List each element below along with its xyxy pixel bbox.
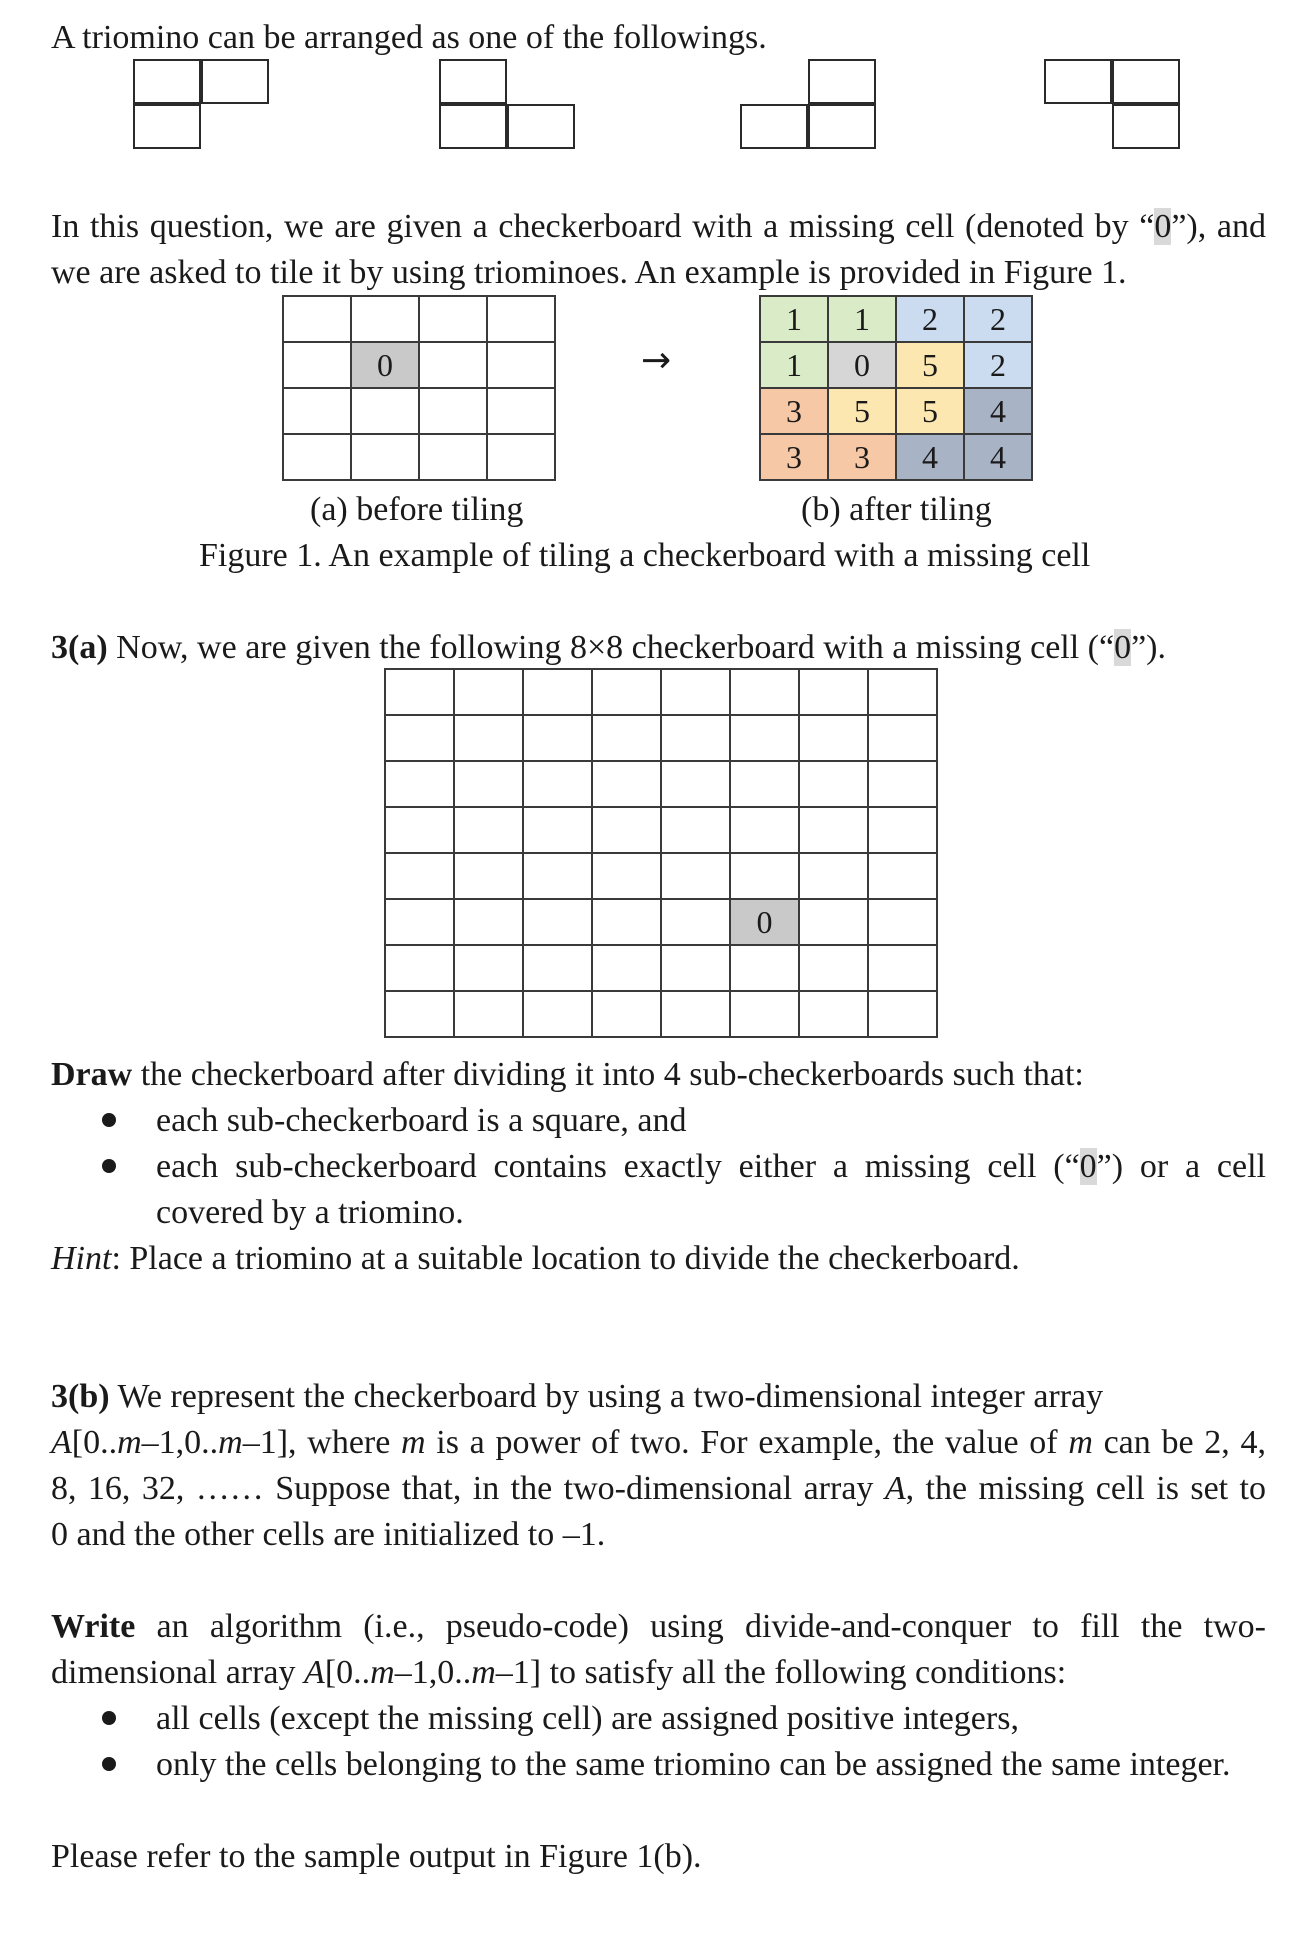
grid-cell — [868, 669, 937, 715]
grid-cell — [487, 388, 555, 434]
grid-cell — [868, 761, 937, 807]
grid-cell — [661, 761, 730, 807]
grid-row — [760, 296, 1032, 342]
grid-cell — [592, 669, 661, 715]
grid-cell — [592, 945, 661, 991]
grid-cell — [799, 807, 868, 853]
grid-row — [385, 669, 937, 715]
grid-cell — [661, 669, 730, 715]
grid-cell — [454, 715, 523, 761]
grid-cell — [523, 899, 592, 945]
grid-cell — [454, 899, 523, 945]
grid-cell — [523, 945, 592, 991]
grid-row — [283, 434, 555, 480]
part-b-line-2: A[0..m–1,0..m–1], where m is a power of two. For example, the value of m can be 2, 4, — [51, 1424, 1266, 1461]
grid-cell — [730, 853, 799, 899]
grid-cell: 4 — [896, 434, 964, 480]
grid-cell — [730, 715, 799, 761]
grid-row — [283, 388, 555, 434]
grid-cell — [351, 434, 419, 480]
part-b-line-4: 0 and the other cells are initialized to –1. — [51, 1516, 606, 1553]
grid-cell — [592, 853, 661, 899]
grid-cell — [283, 296, 351, 342]
grid-cell — [661, 807, 730, 853]
grid-cell — [283, 388, 351, 434]
grid-cell: 2 — [964, 342, 1032, 388]
grid-cell — [454, 761, 523, 807]
grid-cell — [799, 945, 868, 991]
grid-cell — [487, 342, 555, 388]
grid-cell — [730, 807, 799, 853]
grid-row — [760, 342, 1032, 388]
grid-cell — [799, 761, 868, 807]
grid-cell — [454, 991, 523, 1037]
grid-cell — [385, 761, 454, 807]
grid-cell — [283, 342, 351, 388]
grid-cell — [661, 899, 730, 945]
grid-cell: 3 — [760, 388, 828, 434]
closing-text: Please refer to the sample output in Figure 1(b). — [51, 1838, 702, 1875]
draw-instruction: Draw the checkerboard after dividing it into 4 sub-checkerboards such that: — [51, 1056, 1084, 1093]
grid-cell: 5 — [896, 342, 964, 388]
grid-cell — [661, 991, 730, 1037]
grid-cell — [283, 434, 351, 480]
grid-cell — [523, 669, 592, 715]
grid-cell — [385, 853, 454, 899]
grid-cell — [419, 342, 487, 388]
grid-cell — [730, 761, 799, 807]
grid-cell — [523, 807, 592, 853]
grid-row — [385, 761, 937, 807]
grid-row — [385, 899, 937, 945]
grid-cell — [661, 715, 730, 761]
grid-cell — [661, 853, 730, 899]
grid-cell — [868, 807, 937, 853]
bullet-icon — [102, 1757, 116, 1771]
grid-cell — [351, 296, 419, 342]
grid-cell — [523, 715, 592, 761]
part-b-line-1: 3(b) We represent the checkerboard by using a two-dimensional integer array — [51, 1378, 1104, 1415]
grid-cell — [868, 991, 937, 1037]
grid-cell: 5 — [896, 388, 964, 434]
grid-cell: 5 — [828, 388, 896, 434]
missing-cell: 0 — [351, 342, 419, 388]
grid-cell: 4 — [964, 434, 1032, 480]
grid-cell — [592, 807, 661, 853]
grid-cell — [385, 715, 454, 761]
grid-cell — [385, 991, 454, 1037]
grid-cell: 3 — [760, 434, 828, 480]
bullet-icon — [102, 1113, 116, 1127]
grid-row — [385, 807, 937, 853]
grid-cell — [730, 945, 799, 991]
grid-cell — [523, 761, 592, 807]
zero-highlight: 0 — [1154, 208, 1172, 245]
missing-cell: 0 — [828, 342, 896, 388]
grid-cell: 2 — [896, 296, 964, 342]
grid-cell — [351, 388, 419, 434]
caption-after: (b) after tiling — [801, 491, 992, 528]
part-b-bullet-1: all cells (except the missing cell) are assigned positive integers, — [156, 1700, 1019, 1737]
part-a-bullet-1: each sub-checkerboard is a square, and — [156, 1102, 687, 1139]
part-b-line-3: 8, 16, 32, …… Suppose that, in the two-dimensional array A, the missing cell is set to — [51, 1470, 1267, 1507]
grid-cell — [454, 945, 523, 991]
grid-cell — [454, 853, 523, 899]
grid-row — [760, 434, 1032, 480]
grid-cell — [799, 715, 868, 761]
grid-cell — [868, 715, 937, 761]
question-line-2: we are asked to tile it by using triominoes. An example is provided in Figure 1. — [51, 254, 1127, 291]
checkerboard-8x8 — [384, 668, 938, 1038]
grid-cell — [385, 669, 454, 715]
grid-cell: 1 — [760, 342, 828, 388]
grid-row — [283, 342, 555, 388]
grid-row — [385, 991, 937, 1037]
grid-row — [385, 853, 937, 899]
grid-cell — [385, 945, 454, 991]
grid-cell — [454, 807, 523, 853]
grid-cell — [523, 991, 592, 1037]
grid-cell — [592, 899, 661, 945]
part-a-label: 3(a) — [51, 629, 108, 666]
grid-cell: 2 — [964, 296, 1032, 342]
part-b-bullet-2: only the cells belonging to the same triomino can be assigned the same integer. — [156, 1746, 1231, 1783]
part-a-bullet-2-line-2: covered by a triomino. — [156, 1194, 464, 1231]
grid-cell — [592, 715, 661, 761]
hint: Hint: Place a triomino at a suitable location to divide the checkerboard. — [51, 1240, 1020, 1277]
grid-cell: 3 — [828, 434, 896, 480]
figure1-after-grid — [759, 295, 1033, 481]
grid-cell — [799, 899, 868, 945]
grid-cell — [868, 853, 937, 899]
question-line-1: In this question, we are given a checkerboard with a missing cell (denoted by “0”), and — [51, 208, 1266, 245]
grid-cell: 1 — [760, 296, 828, 342]
grid-cell — [385, 899, 454, 945]
grid-cell — [487, 296, 555, 342]
part-a-intro: 3(a) Now, we are given the following 8×8 checkerboard with a missing cell (“0”). — [51, 629, 1167, 666]
bullet-icon — [102, 1711, 116, 1725]
grid-cell — [487, 434, 555, 480]
grid-cell — [868, 945, 937, 991]
right-arrow-icon: → — [641, 340, 672, 381]
figure1-caption: Figure 1. An example of tiling a checkerboard with a missing cell — [199, 537, 1091, 574]
grid-cell — [868, 899, 937, 945]
grid-cell — [592, 761, 661, 807]
grid-cell — [385, 807, 454, 853]
grid-cell: 1 — [828, 296, 896, 342]
missing-cell: 0 — [730, 899, 799, 945]
grid-cell — [419, 296, 487, 342]
grid-cell: 4 — [964, 388, 1032, 434]
write-line-1: Write an algorithm (i.e., pseudo-code) using divide-and-conquer to fill the two- — [51, 1608, 1266, 1645]
bullet-icon — [102, 1159, 116, 1173]
grid-row — [385, 715, 937, 761]
write-line-2: dimensional array A[0..m–1,0..m–1] to satisfy all the following conditions: — [51, 1654, 1067, 1691]
grid-cell — [799, 991, 868, 1037]
intro-text: A triomino can be arranged as one of the followings. — [51, 19, 767, 56]
grid-row — [385, 945, 937, 991]
part-a-bullet-2-line-1: each sub-checkerboard contains exactly either a missing cell (“0”) or a cell — [156, 1148, 1267, 1185]
grid-row — [283, 296, 555, 342]
grid-cell — [419, 434, 487, 480]
grid-cell — [592, 991, 661, 1037]
grid-cell — [523, 853, 592, 899]
figure1-before-grid — [282, 295, 556, 481]
caption-before: (a) before tiling — [310, 491, 524, 528]
grid-cell — [799, 669, 868, 715]
grid-cell — [799, 853, 868, 899]
grid-row — [760, 388, 1032, 434]
grid-cell — [419, 388, 487, 434]
part-b-label: 3(b) — [51, 1378, 110, 1415]
grid-cell — [661, 945, 730, 991]
grid-cell — [454, 669, 523, 715]
grid-cell — [730, 669, 799, 715]
grid-cell — [730, 991, 799, 1037]
